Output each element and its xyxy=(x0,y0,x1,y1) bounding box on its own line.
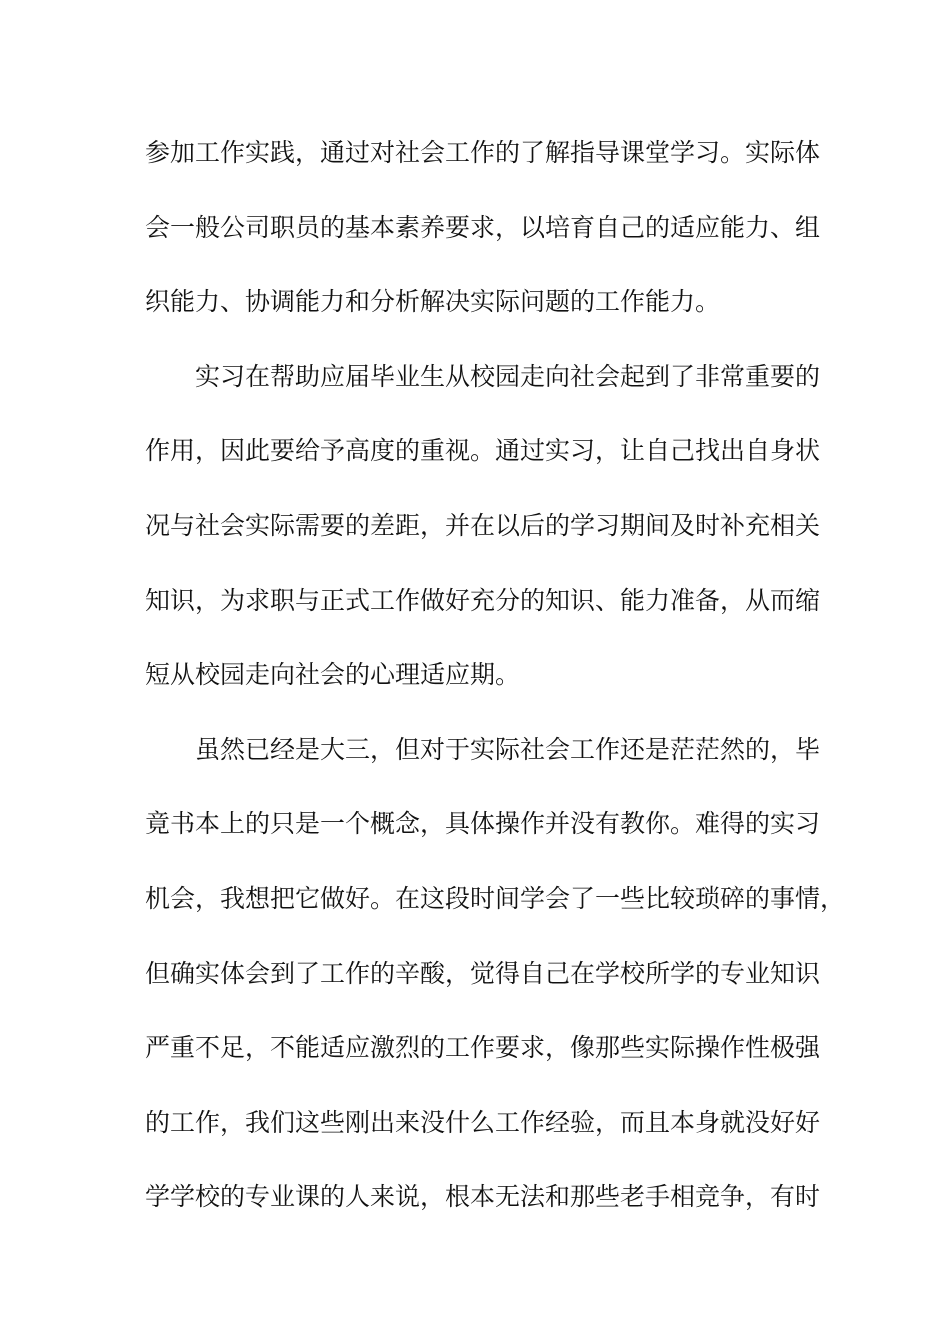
text-line: 学学校的专业课的人来说，根本无法和那些老手相竞争，有时 xyxy=(145,1182,821,1212)
text-line: 的工作，我们这些刚出来没什么工作经验，而且本身就没好好 xyxy=(145,1107,821,1137)
body-text xyxy=(145,130,846,1249)
text-line: 况与社会实际需要的差距，并在以后的学习期间及时补充相关 xyxy=(145,510,821,540)
text-line: 但确实体会到了工作的辛酸，觉得自己在学校所学的专业知识 xyxy=(145,958,821,988)
text-line: 竟书本上的只是一个概念，具体操作并没有教你。难得的实习 xyxy=(145,809,821,839)
text-line-paragraph-start: 实习在帮助应届毕业生从校园走向社会起到了非常重要的 xyxy=(195,361,821,391)
text-line-paragraph-start: 虽然已经是大三，但对于实际社会工作还是茫茫然的，毕 xyxy=(195,734,821,764)
text-line: 会一般公司职员的基本素养要求，以培育自己的适应能力、组 xyxy=(145,212,821,242)
text-line: 知识，为求职与正式工作做好充分的知识、能力准备，从而缩 xyxy=(145,585,821,615)
text-line: 作用，因此要给予高度的重视。通过实习，让自己找出自身状 xyxy=(145,436,821,466)
text-line: 参加工作实践，通过对社会工作的了解指导课堂学习。实际体 xyxy=(145,138,821,167)
text-line: 机会，我想把它做好。在这段时间学会了一些比较琐碎的事情， xyxy=(145,883,846,913)
text-line: 短从校园走向社会的心理适应期。 xyxy=(145,660,521,690)
text-line: 织能力、协调能力和分析解决实际问题的工作能力。 xyxy=(145,287,721,317)
text-line: 严重不足，不能适应激烈的工作要求，像那些实际操作性极强 xyxy=(145,1033,821,1063)
